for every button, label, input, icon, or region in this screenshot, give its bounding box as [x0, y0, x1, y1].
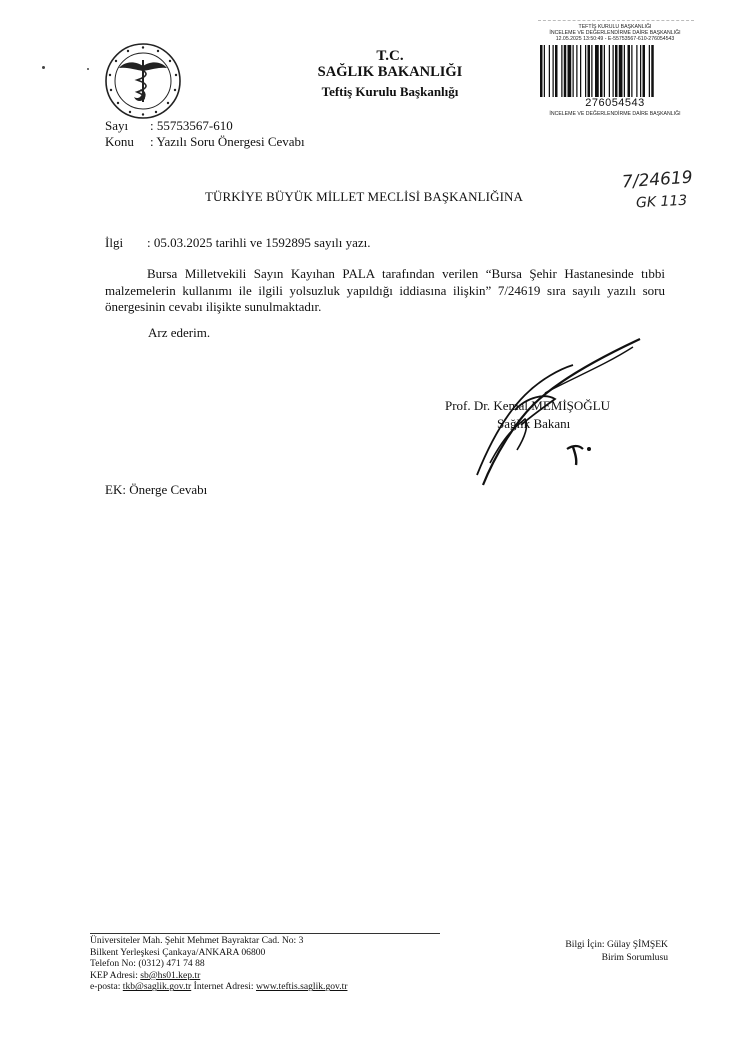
barcode-bar	[631, 45, 632, 97]
signatory-name: Prof. Dr. Kemal MEMİŞOĞLU	[445, 398, 611, 413]
attachment-note: EK: Önerge Cevabı	[105, 482, 208, 497]
footer-email-web	[90, 981, 347, 993]
barcode-bar	[580, 45, 581, 97]
barcode-bar	[643, 45, 646, 97]
stamp-office: TEFTİŞ KURULU BAŞKANLIĞI	[578, 24, 652, 30]
footer-info-title: Birim Sorumlusu	[601, 952, 668, 963]
barcode-bar	[604, 45, 605, 97]
footer-kep	[90, 970, 347, 982]
scan-mark	[87, 68, 89, 70]
barcode	[538, 45, 694, 97]
stamp-border	[538, 20, 694, 21]
barcode-bar	[555, 45, 558, 97]
footer-address-line2: Bilkent Yerleşkesi Çankaya/ANKARA 06800	[90, 946, 266, 958]
closing-line: Arz ederim.	[148, 325, 211, 340]
footer-kep-link[interactable]: sb@hs01.kep.tr	[140, 969, 201, 981]
barcode-bar	[624, 45, 625, 97]
body-paragraph: Bursa Milletvekili Sayın Kayıhan PALA tarafından verilen “Bursa Şehir Hastanesinde tıbbi malzemelerin kullanımı ile ilgili yolsuzluk yapıldığı iddiasına ilişkin” 7/24619 sıra sayılı yazılı soru önergesinin cevabı ilişikte sunulmaktadır.	[105, 266, 665, 314]
footer-web-label: İnternet Adresi:	[193, 981, 254, 993]
footer-web-link[interactable]: www.teftis.saglik.gov.tr	[255, 981, 348, 993]
footer-kep-label: KEP Adresi:	[90, 969, 138, 981]
footer-divider	[90, 933, 440, 934]
scan-mark	[42, 66, 45, 69]
footer-phone: Telefon No: (0312) 471 74 88	[90, 958, 205, 970]
ministry-logo	[104, 42, 182, 120]
barcode-bar	[588, 45, 591, 97]
barcode-bar	[549, 45, 550, 97]
barcode-bar	[576, 45, 577, 97]
related-label: İlgi	[105, 235, 124, 250]
barcode-bar	[564, 45, 567, 97]
footer-contact	[90, 935, 347, 993]
reference-number-value: : 55753567-610	[150, 118, 233, 133]
barcode-bar	[540, 45, 543, 97]
barcode-bar	[585, 45, 586, 97]
footer-info-contact: Bilgi İçin: Gülay ŞİMŞEK	[565, 939, 668, 950]
related-value: : 05.03.2025 tarihli ve 1592895 sayılı yazı.	[147, 235, 371, 250]
subject-label: Konu	[105, 134, 134, 149]
barcode-bar	[619, 45, 623, 97]
stamp-department: İNCELEME VE DEĞERLENDİRME DAİRE BAŞKANLIĞI	[549, 30, 681, 36]
reference-number-label: Sayı	[105, 118, 129, 133]
barcode-bar	[609, 45, 610, 97]
header-state: T.C.	[376, 48, 404, 64]
barcode-bar	[628, 45, 631, 97]
addressee: TÜRKİYE BÜYÜK MİLLET MECLİSİ BAŞKANLIĞINA	[205, 189, 524, 204]
barcode-bar	[636, 45, 637, 97]
barcode-bar	[651, 45, 654, 97]
document-barcode-stamp	[530, 18, 700, 118]
footer-info	[520, 938, 668, 964]
handwritten-reference: 7/24619	[621, 167, 694, 193]
barcode-bar	[595, 45, 599, 97]
handwritten-signature	[455, 335, 645, 495]
stamp-timestamp: 12.05.2025 13:50:49 - E-55753567-610-276054543	[555, 36, 675, 42]
header-ministry: SAĞLIK BAKANLIĞI	[317, 64, 463, 80]
footer-email-link[interactable]: tkb@saglik.gov.tr	[122, 981, 192, 993]
handwritten-code: GK 113	[635, 192, 688, 212]
barcode-bar	[649, 45, 650, 97]
subject-value: : Yazılı Soru Önergesi Cevabı	[150, 134, 305, 149]
barcode-bar	[544, 45, 545, 97]
barcode-bar	[600, 45, 603, 97]
stamp-footer: İNCELEME VE DEĞERLENDİRME DAİRE BAŞKANLIĞI	[549, 111, 681, 117]
signatory-title: Sağlık Bakanı	[497, 416, 571, 431]
barcode-bar	[568, 45, 572, 97]
barcode-bar	[561, 45, 562, 97]
barcode-number: 276054543	[585, 97, 645, 109]
barcode-bar	[640, 45, 641, 97]
barcode-bar	[613, 45, 614, 97]
footer-email-label: e-posta:	[90, 981, 121, 993]
barcode-bar	[573, 45, 574, 97]
barcode-bar	[615, 45, 618, 97]
footer-address-line1: Üniversiteler Mah. Şehit Mehmet Bayraktar Cad. No: 3	[90, 935, 304, 946]
barcode-bar	[553, 45, 554, 97]
header-department: Teftiş Kurulu Başkanlığı	[321, 84, 459, 99]
barcode-bar	[591, 45, 592, 97]
